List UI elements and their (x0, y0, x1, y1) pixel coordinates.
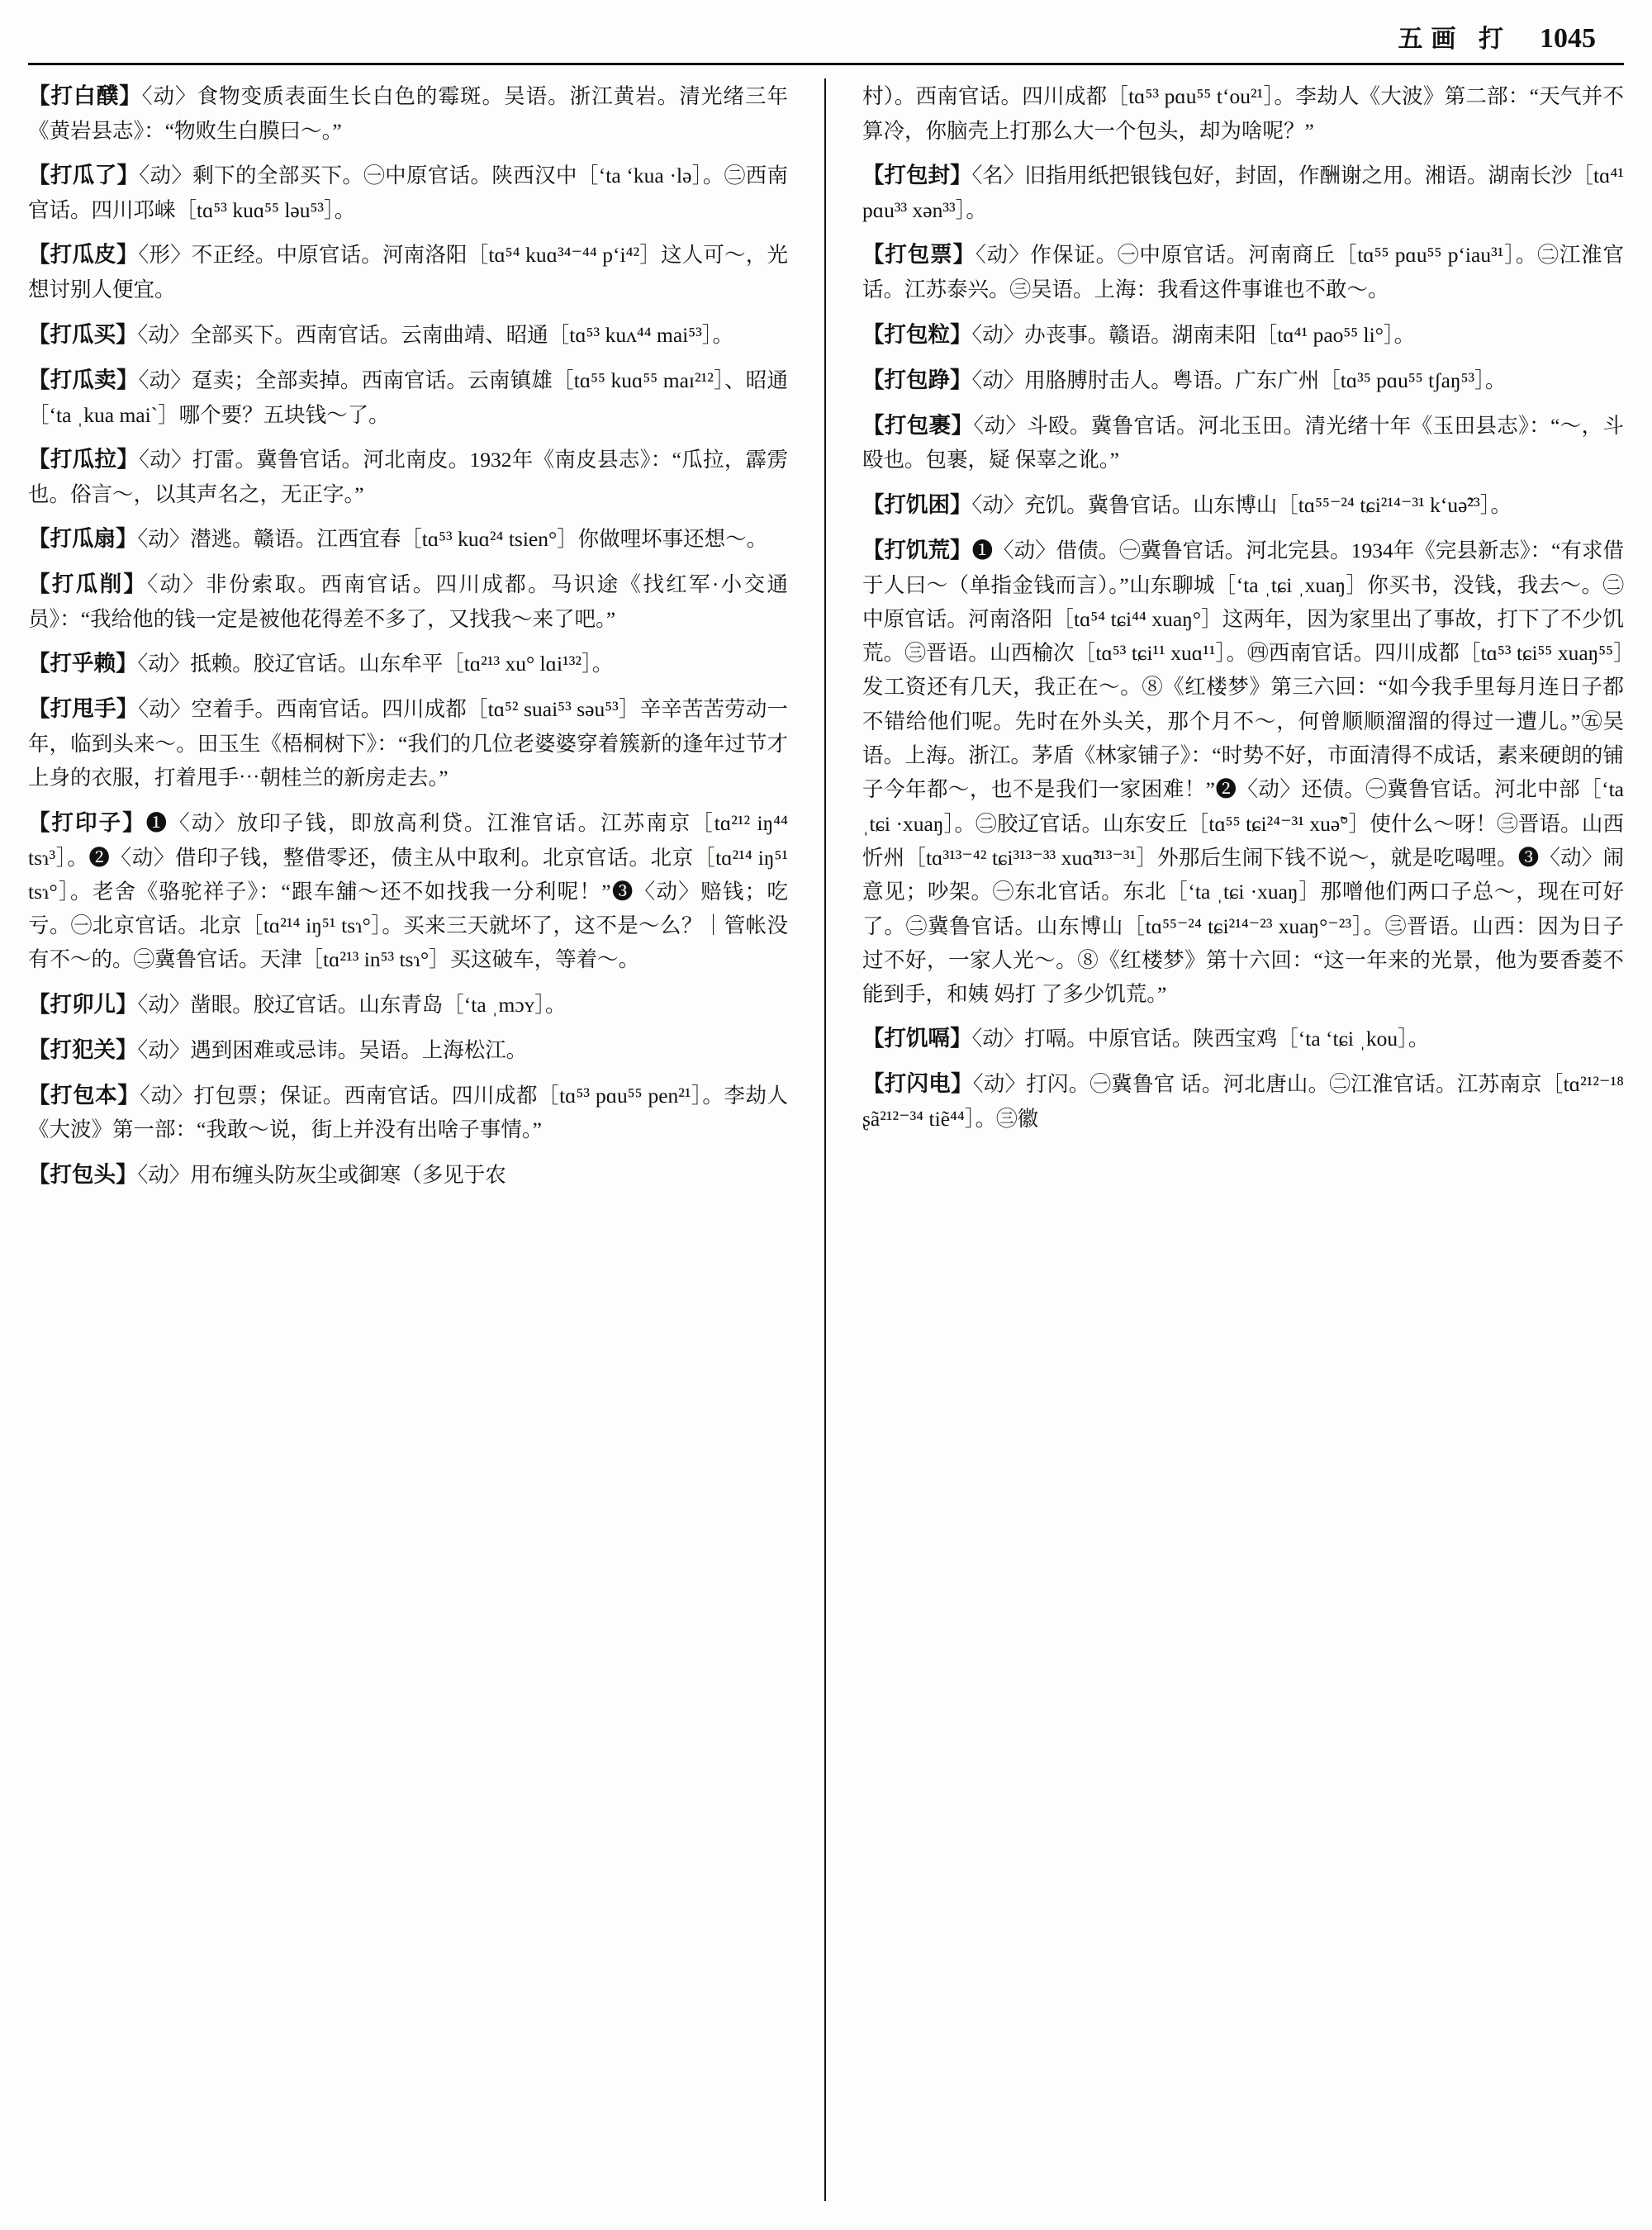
entry-body: 〈动〉作保证。㊀中原官话。河南商丘［tɑ⁵⁵ pɑu⁵⁵ pʻiau³¹］。㊁江淮官话。江苏泰兴。㊂吴语。上海：我看这件事谁也不敢～。 (862, 243, 1624, 302)
page-number: 1045 (1540, 23, 1596, 54)
entry-body: 〈动〉趸卖；全部卖掉。西南官话。云南镇雄［tɑ⁵⁵ kuɑ⁵⁵ maɪ²¹²］、昭通［ʻta ˌkua maiˋ］哪个要？五块钱～了。 (28, 368, 788, 427)
entry-headword: 【打包踭】 (862, 367, 972, 392)
entry-headword: 【打包裹】 (862, 412, 974, 438)
entry-body: 〈动〉办丧事。赣语。湖南耒阳［tɑ⁴¹ pao⁵⁵ li°］。 (971, 322, 1416, 347)
dictionary-entry (862, 317, 1624, 353)
dictionary-entry (28, 987, 788, 1022)
dictionary-entry (28, 567, 788, 636)
entry-continuation (862, 78, 1624, 148)
dictionary-entry (28, 1078, 788, 1147)
dictionary-entry (28, 1157, 788, 1193)
dictionary-entry (28, 1032, 788, 1068)
entry-headword: 【打瓜削】 (28, 571, 148, 596)
dictionary-entry (28, 521, 788, 557)
entry-body: 村）。西南官话。四川成都［tɑ⁵³ pɑu⁵⁵ tʻou²¹］。李劫人《大波》第二部：“天气并不算冷，你脑壳上打那么大一个包头，却为啥呢？” (862, 84, 1624, 143)
dictionary-entry (862, 533, 1624, 1012)
entry-body: 〈动〉潜逃。赣语。江西宜春［tɑ⁵³ kuɑ²⁴ tsien°］你做哩坏事还想～。 (137, 527, 768, 552)
dictionary-entry (28, 317, 788, 353)
dictionary-entry (862, 1021, 1624, 1056)
entry-headword: 【打瓜卖】 (28, 367, 139, 392)
entry-headword: 【打闪电】 (862, 1071, 973, 1097)
entry-headword: 【打包本】 (28, 1082, 140, 1108)
entry-body: 〈动〉充饥。冀鲁官话。山东博山［tɑ⁵⁵⁻²⁴ tɕi²¹⁴⁻³¹ kʻuə̃²³］。 (971, 492, 1512, 517)
entry-headword: 【打饥嗝】 (862, 1026, 972, 1051)
entry-body: 〈形〉不正经。中原官话。河南洛阳［tɑ⁵⁴ kuɑ³⁴⁻⁴⁴ pʻi⁴²］这人可～，光想讨别人便宜。 (28, 243, 788, 302)
entry-headword: 【打包粒】 (862, 321, 972, 347)
dictionary-entry (28, 646, 788, 681)
entry-body: 〈动〉剩下的全部买下。㊀中原官话。陕西汉中［ʻta ʻkua ·lə］。㊁西南官话。四川邛崃［tɑ⁵³ kuɑ⁵⁵ ləu⁵³］。 (28, 164, 788, 223)
right-column (826, 78, 1624, 2201)
entry-body: 〈动〉打嗝。中原官话。陕西宝鸡［ʻta ʻtɕi ˌkou］。 (971, 1027, 1430, 1051)
entry-headword: 【打瓜皮】 (28, 242, 139, 268)
header-rule (28, 63, 1624, 65)
dictionary-entry (862, 408, 1624, 477)
entry-headword: 【打卯儿】 (28, 991, 138, 1017)
dictionary-entry (28, 442, 788, 511)
two-column-body (28, 78, 1624, 2201)
left-column (28, 78, 826, 2201)
dictionary-entry (862, 487, 1624, 523)
entry-headword: 【打印子】 (28, 809, 146, 835)
entry-headword: 【打瓜拉】 (28, 446, 140, 472)
entry-body: 〈动〉非份索取。西南官话。四川成都。马识途《找红军·小交通员》：“我给他的钱一定是被他花得差不多了，又找我～来了吧。” (28, 572, 788, 631)
page-header (28, 18, 1624, 61)
entry-body: 〈动〉凿眼。胶辽官话。山东青岛［ʻta ˌmɔʏ］。 (137, 992, 567, 1017)
dictionary-entry (28, 363, 788, 432)
entry-body: 〈动〉抵赖。胶辽官话。山东牟平［tɑ²¹³ xu° lɑi¹³²］。 (137, 652, 614, 676)
dictionary-entry (862, 363, 1624, 398)
section-label: 五画 打 (1398, 26, 1512, 53)
entry-body: 〈动〉用胳膊肘击人。粤语。广东广州［tɑ³⁵ pɑu⁵⁵ tʃaŋ⁵³］。 (971, 368, 1507, 392)
entry-body: 〈动〉打闪。㊀冀鲁官 话。河北唐山。㊁江淮官话。江苏南京［tɑ²¹²⁻¹⁸ ʂã²¹²⁻³⁴ tiẽ⁴⁴］。㊂徽 (862, 1072, 1625, 1132)
dictionary-entry (862, 237, 1624, 306)
entry-headword: 【打包票】 (862, 242, 976, 268)
dictionary-entry (28, 805, 788, 977)
entry-body: 〈动〉打雷。冀鲁官话。河北南皮。1932年《南皮县志》：“瓜拉，霹雳也。俗言～，以其声名之，无正字。” (28, 447, 789, 506)
entry-body: 〈动〉遇到困难或忌讳。吴语。上海松江。 (137, 1037, 528, 1062)
entry-headword: 【打瓜扇】 (28, 526, 138, 552)
entry-body: 〈名〉旧指用纸把银钱包好，封固，作酬谢之用。湘语。湖南长沙［tɑ⁴¹ pɑu³³ xən³³］。 (862, 164, 1624, 223)
entry-headword: 【打乎赖】 (28, 651, 138, 676)
dictionary-entry (28, 78, 788, 148)
entry-headword: 【打瓜买】 (28, 321, 138, 347)
entry-headword: 【打瓜了】 (28, 163, 140, 188)
entry-headword: 【打包头】 (28, 1161, 138, 1187)
dictionary-entry (862, 158, 1624, 227)
entry-body: 〈动〉斗殴。冀鲁官话。河北玉田。清光绪十年《玉田县志》：“～，斗殴也。包裹，疑 保辜之讹。” (862, 413, 1625, 472)
entry-body: 〈动〉全部买下。西南官话。云南曲靖、昭通［tɑ⁵³ kuʌ⁴⁴ mai⁵³］。 (137, 322, 734, 347)
dictionary-entry (28, 158, 788, 227)
dictionary-entry (28, 237, 788, 306)
dictionary-entry (28, 691, 788, 795)
entry-body: ❶〈动〉放印子钱，即放高利贷。江淮官话。江苏南京［tɑ²¹² iŋ⁴⁴ tsɿ³］。❷〈动〉借印子钱，整借零还，债主从中取利。北京官话。北京［tɑ²¹⁴ iŋ⁵¹ tsɿ°］。老舍《骆驼祥子》：“跟车舖～还不如找我一分利呢！”❸〈动〉赔钱；吃亏。㊀北京官话。北京［tɑ²¹⁴ iŋ⁵¹ tsɿ°］。买来三天就坏了，这不是～么？｜管帐没有不～的。㊁冀鲁官话。天津［tɑ²¹³ in⁵³ tsɿ°］买这破车，等着～。 (28, 810, 789, 972)
entry-body: 〈动〉空着手。西南官话。四川成都［tɑ⁵² suai⁵³ səu⁵³］辛辛苦苦劳动一年，临到头来～。田玉生《梧桐树下》：“我们的几位老婆婆穿着簇新的逢年过节才上身的衣服，打着甩手⋯朝桂兰的新房走去。” (28, 697, 788, 790)
entry-body: ❶〈动〉借债。㊀冀鲁官话。河北完县。1934年《完县新志》：“有求借于人曰～（单指金钱而言）。”山东聊城［ʻta ˌtɕi ˌxuaŋ］你买书，没钱，我去～。㊁中原官话。河南洛阳［tɑ⁵⁴ tɕi⁴⁴ xuaŋ°］这两年，因为家里出了事故，打下了不少饥荒。㊂晋语。山西榆次［tɑ⁵³ tɕi¹¹ xuɑ¹¹］。㊃西南官话。四川成都［tɑ⁵³ tɕi⁵⁵ xuaŋ⁵⁵］发工资还有几天，我正在～。⑧《红楼梦》第三六回：“如今我手里每月连日子都不错给他们呢。先时在外头关，那个月不～，何曾顺顺溜溜的得过一遭儿。”㊄吴语。上海。浙江。茅盾《林家铺子》：“时势不好，市面清得不成话，素来硬朗的铺子今年都～，也不是我们一家困难！”❷〈动〉还债。㊀冀鲁官话。河北中部［ʻta ˌtɕi ·xuaŋ］。㊁胶辽官话。山东安丘［tɑ⁵⁵ tɕi²⁴⁻³¹ xuə̃°］使什么～呀！㊂晋语。山西忻州［tɑ³¹³⁻⁴² tɕi³¹³⁻³³ xuɑ̃³¹³⁻³¹］外那后生闹下钱不说～，就是吃喝哩。❸〈动〉闹意见；吵架。㊀东北官话。东北［ʻta ˌtɕi ·xuaŋ］那噌他们两口子总～，现在可好了。㊁冀鲁官话。山东博山［tɑ⁵⁵⁻²⁴ tɕi²¹⁴⁻²³ xuaŋ°⁻²³］。㊂晋语。山西：因为日子过不好，一家人光～。⑧《红楼梦》第十六回：“这一年来的光景，他为要香菱不能到手，和姨 妈打 了多少饥荒。” (862, 538, 1624, 1007)
entry-headword: 【打饥困】 (862, 491, 972, 517)
entry-headword: 【打饥荒】 (862, 537, 972, 562)
dictionary-entry (862, 1066, 1624, 1136)
entry-headword: 【打包封】 (862, 163, 972, 188)
entry-body: 〈动〉食物变质表面生长白色的霉斑。吴语。浙江黄岩。清光绪三年《黄岩县志》：“物败生白膜曰～。” (28, 84, 788, 143)
entry-body: 〈动〉用布缠头防灰尘或御寒（多见于农 (137, 1162, 506, 1187)
entry-headword: 【打甩手】 (28, 696, 139, 722)
entry-headword: 【打犯关】 (28, 1037, 138, 1062)
entry-body: 〈动〉打包票；保证。西南官话。四川成都［tɑ⁵³ pɑu⁵⁵ pen²¹］。李劫人《大波》第一部：“我敢～说，街上并没有出啥子事情。” (28, 1083, 788, 1142)
entry-headword: 【打白醭】 (28, 83, 142, 108)
